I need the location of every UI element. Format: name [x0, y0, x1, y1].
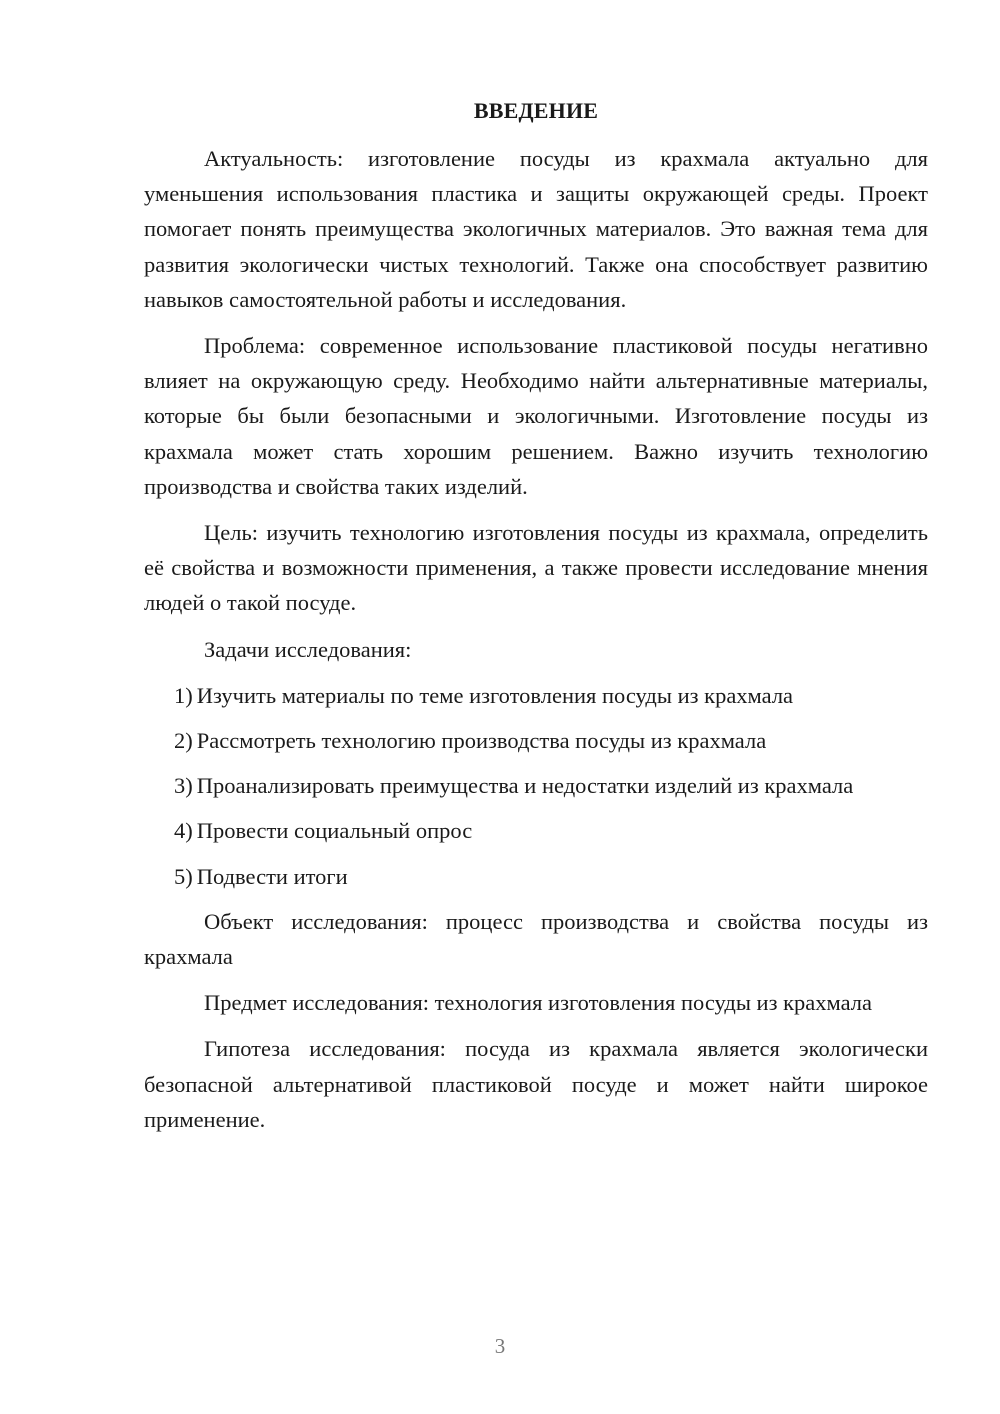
paragraph-problem: Проблема: современное использование пластиковой посуды негативно влияет на окружающую среду. Необходимо найти альтернативные материалы, которые бы были безопасными и экологичными. Изготовление посуды из крахмала может стать хорошим решением. Важно изучить технологию производства и свойства таких изделий.	[144, 333, 928, 499]
task-text: Проанализировать преимущества и недостатки изделий из крахмала	[196, 773, 854, 799]
document-body	[144, 141, 928, 1148]
task-number: 4)	[174, 818, 193, 844]
task-item	[144, 813, 928, 848]
task-item	[144, 768, 928, 803]
task-number: 1)	[174, 682, 193, 708]
task-item	[144, 723, 928, 758]
task-number: 5)	[174, 863, 193, 889]
task-text: Подвести итоги	[196, 863, 348, 889]
page-title: ВВЕДЕНИЕ	[473, 98, 599, 123]
task-text: Изучить материалы по теме изготовления посуды из крахмала	[196, 682, 794, 708]
tasks-heading: Задачи исследования:	[204, 636, 412, 662]
task-text: Рассмотреть технологию производства посуды из крахмала	[196, 728, 767, 754]
paragraph-hypothesis: Гипотеза исследования: посуда из крахмала является экологически безопасной альтернативой пластиковой посуде и может найти широкое применение.	[144, 1036, 928, 1132]
task-item	[144, 678, 928, 713]
paragraph-object: Объект исследования: процесс производства и свойства посуды из крахмала	[144, 908, 928, 970]
page-number: 3	[494, 1334, 506, 1358]
task-text: Провести социальный опрос	[196, 818, 473, 844]
task-item	[144, 859, 928, 894]
paragraph-goal: Цель: изучить технологию изготовления посуды из крахмала, определить её свойства и возможности применения, а также провести исследование мнения людей о такой посуде.	[144, 520, 928, 616]
task-number: 3)	[174, 773, 193, 799]
task-number: 2)	[174, 728, 193, 754]
paragraph-relevance: Актуальность: изготовление посуды из крахмала актуально для уменьшения использования пластика и защиты окружающей среды. Проект помогает понять преимущества экологичных материалов. Это важная тема для развития экологически чистых технологий. Также она способствует развитию навыков самостоятельной работы и исследования.	[144, 146, 928, 312]
paragraph-subject: Предмет исследования: технология изготовления посуды из крахмала	[204, 990, 873, 1016]
